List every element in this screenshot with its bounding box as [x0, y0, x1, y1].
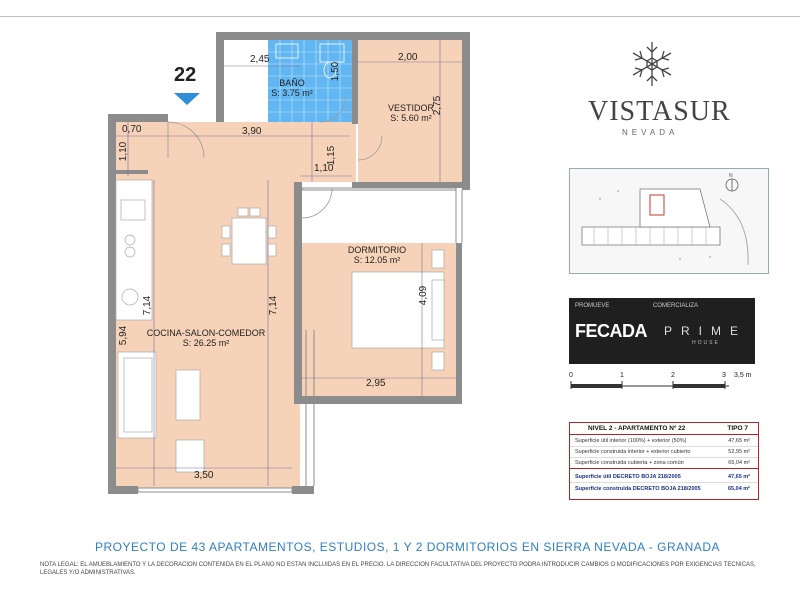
dim-bedroom-width: 2,95 — [366, 378, 386, 389]
info-row-value: 65,04 m² — [728, 460, 750, 466]
room-dressing-area: S: 5.60 m² — [390, 113, 432, 123]
dim-entry-height: 1,10 — [118, 141, 130, 162]
brand-name: VISTASUR — [588, 96, 731, 127]
fecada-logo: FECADA — [575, 321, 647, 341]
project-title: PROYECTO DE 43 APARTAMENTOS, ESTUDIOS, 1 Y 2 DORMITORIOS EN SIERRA NEVADA - GRANADA — [95, 540, 720, 554]
info-type: TIPO 7 — [727, 425, 748, 432]
info-row-key: Superficie útil interior (100%) + exterior (50%) — [575, 438, 687, 444]
room-living-name: COCINA-SALON-COMEDOR — [146, 328, 266, 338]
room-bath-area: S: 3.75 m² — [271, 88, 313, 98]
dim-living-height-right: 7,14 — [268, 295, 280, 316]
dim-dressing-width: 2,00 — [398, 52, 418, 63]
room-living-area: S: 26.25 m² — [182, 338, 230, 348]
info-row-value: 52,95 m² — [728, 449, 750, 455]
scale-tick-3: 3 — [722, 372, 726, 379]
info-row — [570, 437, 758, 447]
legal-note: NOTA LEGAL: EL AMUEBLAMIENTO Y LA DECORACION CONTENIDA EN EL PLANO NO ESTAN INCLUIDAS EN EL PRECIO. LA DIRECCION FACULTATIVA DEL PROYECTO PODRA INTRODUCIR CAMBIOS O MODIFICACIONES POR EXIGENCIAS TECNICAS, LEGALES Y/O ADMINISTRATIVAS. — [40, 562, 756, 576]
dim-bath-height: 1,50 — [330, 61, 342, 82]
info-title: NIVEL 2 - APARTAMENTO Nº 22 — [588, 425, 686, 432]
dim-entry-width: 0,70 — [122, 124, 142, 135]
snowflake-logo-icon — [626, 38, 678, 90]
scale-tick-1: 1 — [620, 372, 624, 379]
dim-hall-height: 1,15 — [326, 145, 338, 166]
info-row-value: 65,04 m² — [727, 486, 750, 492]
brand-subtitle: NEVADA — [622, 128, 679, 137]
info-title-row — [570, 423, 758, 435]
prime-logo: PRIME — [664, 324, 748, 338]
info-row-key: Superficie construida cubierta + zona común — [575, 460, 684, 466]
info-row-value: 47,65 m² — [727, 474, 750, 480]
info-row-value: 47,65 m² — [728, 438, 750, 444]
site-plan-map — [569, 168, 769, 274]
dim-living-width-bottom: 3,50 — [194, 470, 214, 481]
room-bedroom — [334, 245, 420, 265]
room-living — [136, 328, 276, 348]
info-row-highlight — [570, 473, 758, 483]
promoter-banner — [569, 298, 755, 364]
unit-arrow-icon — [174, 93, 200, 105]
info-row-key: Superficie construida DECRETO BOJA 218/2005 — [575, 486, 701, 492]
surface-info-table — [569, 422, 759, 500]
site-plan-drawing — [570, 169, 768, 273]
scale-bar — [569, 372, 759, 394]
comercializa-label: COMERCIALIZA — [653, 303, 699, 309]
info-row-key: Superficie construida interior + exterior cubierto — [575, 449, 691, 455]
info-row — [570, 459, 758, 469]
dim-kitchen-height: 5,94 — [118, 325, 130, 346]
info-row — [570, 448, 758, 458]
scale-tick-2: 2 — [671, 372, 675, 379]
dim-bath-width: 2,45 — [250, 54, 270, 65]
svg-text:N: N — [729, 173, 733, 179]
dim-living-width-top: 3,90 — [242, 126, 262, 137]
info-row-highlight — [570, 485, 758, 494]
dim-hall-width: 1,10 — [314, 163, 334, 174]
dim-dressing-height: 2,75 — [432, 95, 444, 116]
room-bedroom-name: DORMITORIO — [347, 245, 407, 255]
info-row-key: Superficie útil DECRETO BOJA 218/2005 — [575, 474, 681, 480]
room-bedroom-area: S: 12.05 m² — [353, 255, 401, 265]
house-logo: HOUSE — [692, 340, 720, 346]
unit-number: 22 — [174, 64, 197, 86]
scale-bar-graphic — [569, 372, 759, 394]
dim-bedroom-height: 4,09 — [418, 285, 430, 306]
scale-tick-end: 3,5 m — [734, 372, 752, 379]
promueve-label: PROMUEVE — [575, 303, 610, 309]
dim-living-height-left: 7,14 — [142, 295, 154, 316]
room-bath — [262, 78, 322, 98]
room-bath-name: BAÑO — [279, 78, 305, 88]
scale-tick-0: 0 — [569, 372, 573, 379]
room-dressing-name: VESTIDOR — [387, 103, 434, 113]
